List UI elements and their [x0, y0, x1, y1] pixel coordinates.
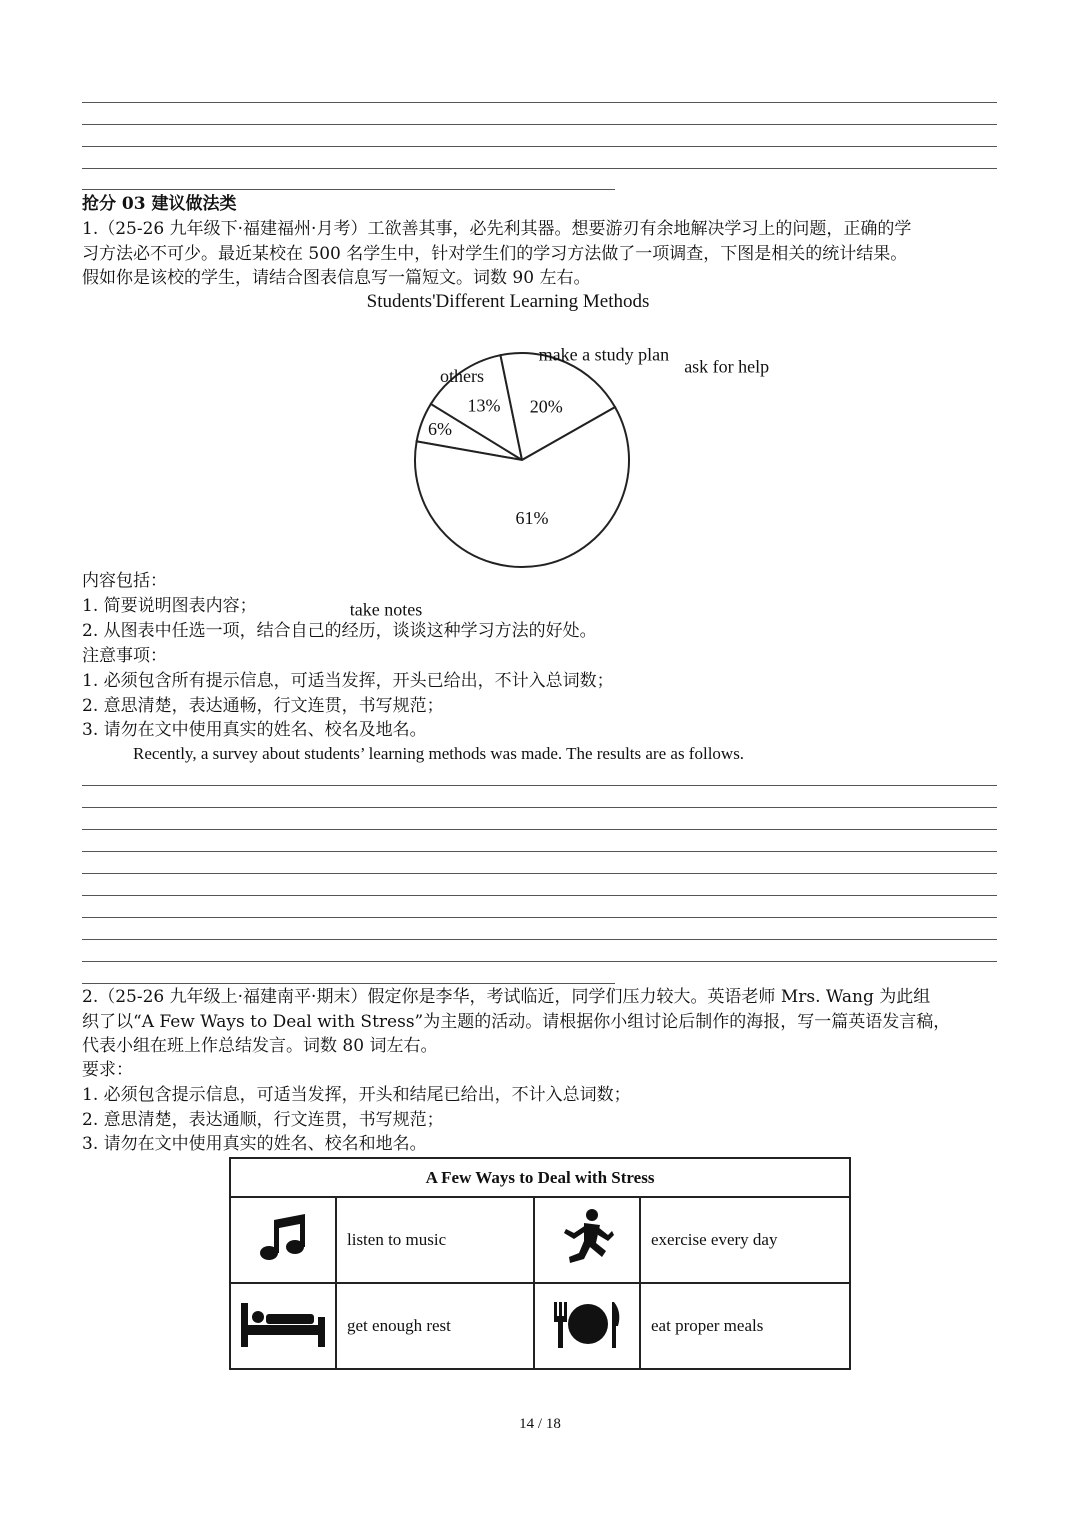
req-item-3: 3. 请勿在文中使用真实的姓名、校名和地名。 — [82, 1134, 427, 1154]
answer-line — [82, 102, 997, 103]
content-item-1: 1. 简要说明图表内容； — [82, 596, 257, 616]
pie-slice-percent: 61% — [515, 507, 549, 528]
answer-line — [82, 895, 997, 896]
stress-ways-table — [229, 1157, 851, 1370]
running-person-icon — [534, 1197, 640, 1283]
answer-line — [82, 829, 997, 830]
page-number: 14 / 18 — [519, 1416, 561, 1432]
table-title: A Few Ways to Deal with Stress — [230, 1158, 850, 1197]
answer-line — [82, 146, 997, 147]
answer-line — [82, 785, 997, 786]
answer-line — [82, 168, 997, 169]
bed-icon — [230, 1283, 336, 1369]
plate-fork-knife-icon — [534, 1283, 640, 1369]
table-cell-text: exercise every day — [640, 1197, 850, 1283]
req-heading: 要求： — [82, 1060, 133, 1080]
answer-line-short — [82, 189, 615, 190]
answer-line — [82, 961, 997, 962]
q2-line-2: 织了以“A Few Ways to Deal with Stress”为主题的活动。请根据你小组讨论后制作的海报，写一篇英语发言稿， — [82, 1012, 951, 1032]
pie-slice-percent: 20% — [529, 396, 563, 417]
req-item-2: 2. 意思清楚，表达通顺，行文连贯，书写规范； — [82, 1110, 444, 1130]
answer-line — [82, 873, 997, 874]
req-item-1: 1. 必须包含提示信息，可适当发挥，开头和结尾已给出，不计入总词数； — [82, 1085, 631, 1105]
pie-chart — [300, 285, 800, 620]
q2-line-3: 代表小组在班上作总结发言。词数 80 词左右。 — [82, 1036, 438, 1056]
content-item-2: 2. 从图表中任选一项，结合自己的经历，谈谈这种学习方法的好处。 — [82, 621, 597, 641]
pie-slice-percent: 13% — [467, 395, 501, 416]
answer-line-short — [82, 983, 615, 984]
table-cell-text: get enough rest — [336, 1283, 534, 1369]
notes-item-3: 3. 请勿在文中使用真实的姓名、校名及地名。 — [82, 720, 427, 740]
answer-line — [82, 939, 997, 940]
pie-slice-label: ask for help — [684, 356, 770, 377]
notes-item-2: 2. 意思清楚，表达通畅，行文连贯，书写规范； — [82, 696, 444, 716]
table-row — [230, 1283, 850, 1369]
answer-line — [82, 124, 997, 125]
q1-line-1: 1.（25-26 九年级下·福建福州·月考）工欲善其事，必先利其器。想要游刃有余地解决学习上的问题，正确的学 — [82, 219, 912, 239]
chart-title: Students'Different Learning Methods — [366, 291, 650, 312]
answer-line — [82, 917, 997, 918]
table-cell-text: listen to music — [336, 1197, 534, 1283]
pie-slice-label: take notes — [349, 599, 423, 620]
table-row — [230, 1197, 850, 1283]
notes-heading: 注意事项： — [82, 646, 167, 666]
answer-line — [82, 807, 997, 808]
content-heading: 内容包括： — [82, 571, 167, 591]
table-cell-text: eat proper meals — [640, 1283, 850, 1369]
pie-slice-label: others — [439, 366, 484, 387]
notes-item-1: 1. 必须包含所有提示信息，可适当发挥，开头已给出，不计入总词数； — [82, 671, 614, 691]
pie-slice-percent: 6% — [427, 418, 452, 439]
q1-opening-sentence: Recently, a survey about students’ learning methods was made. The results are as follows. — [133, 744, 745, 763]
q1-line-3: 假如你是该校的学生，请结合图表信息写一篇短文。词数 90 左右。 — [82, 268, 591, 288]
pie-slice-label: make a study plan — [538, 344, 670, 365]
section-title: 抢分 03 建议做法类 — [82, 194, 237, 214]
answer-line — [82, 851, 997, 852]
q1-line-2: 习方法必不可少。最近某校在 500 名学生中，针对学生们的学习方法做了一项调查，下图是相关的统计结果。 — [82, 244, 908, 264]
q2-line-1: 2.（25-26 九年级上·福建南平·期末）假定你是李华，考试临近，同学们压力较大。英语老师 Mrs. Wang 为此组 — [82, 987, 931, 1007]
music-note-icon — [230, 1197, 336, 1283]
